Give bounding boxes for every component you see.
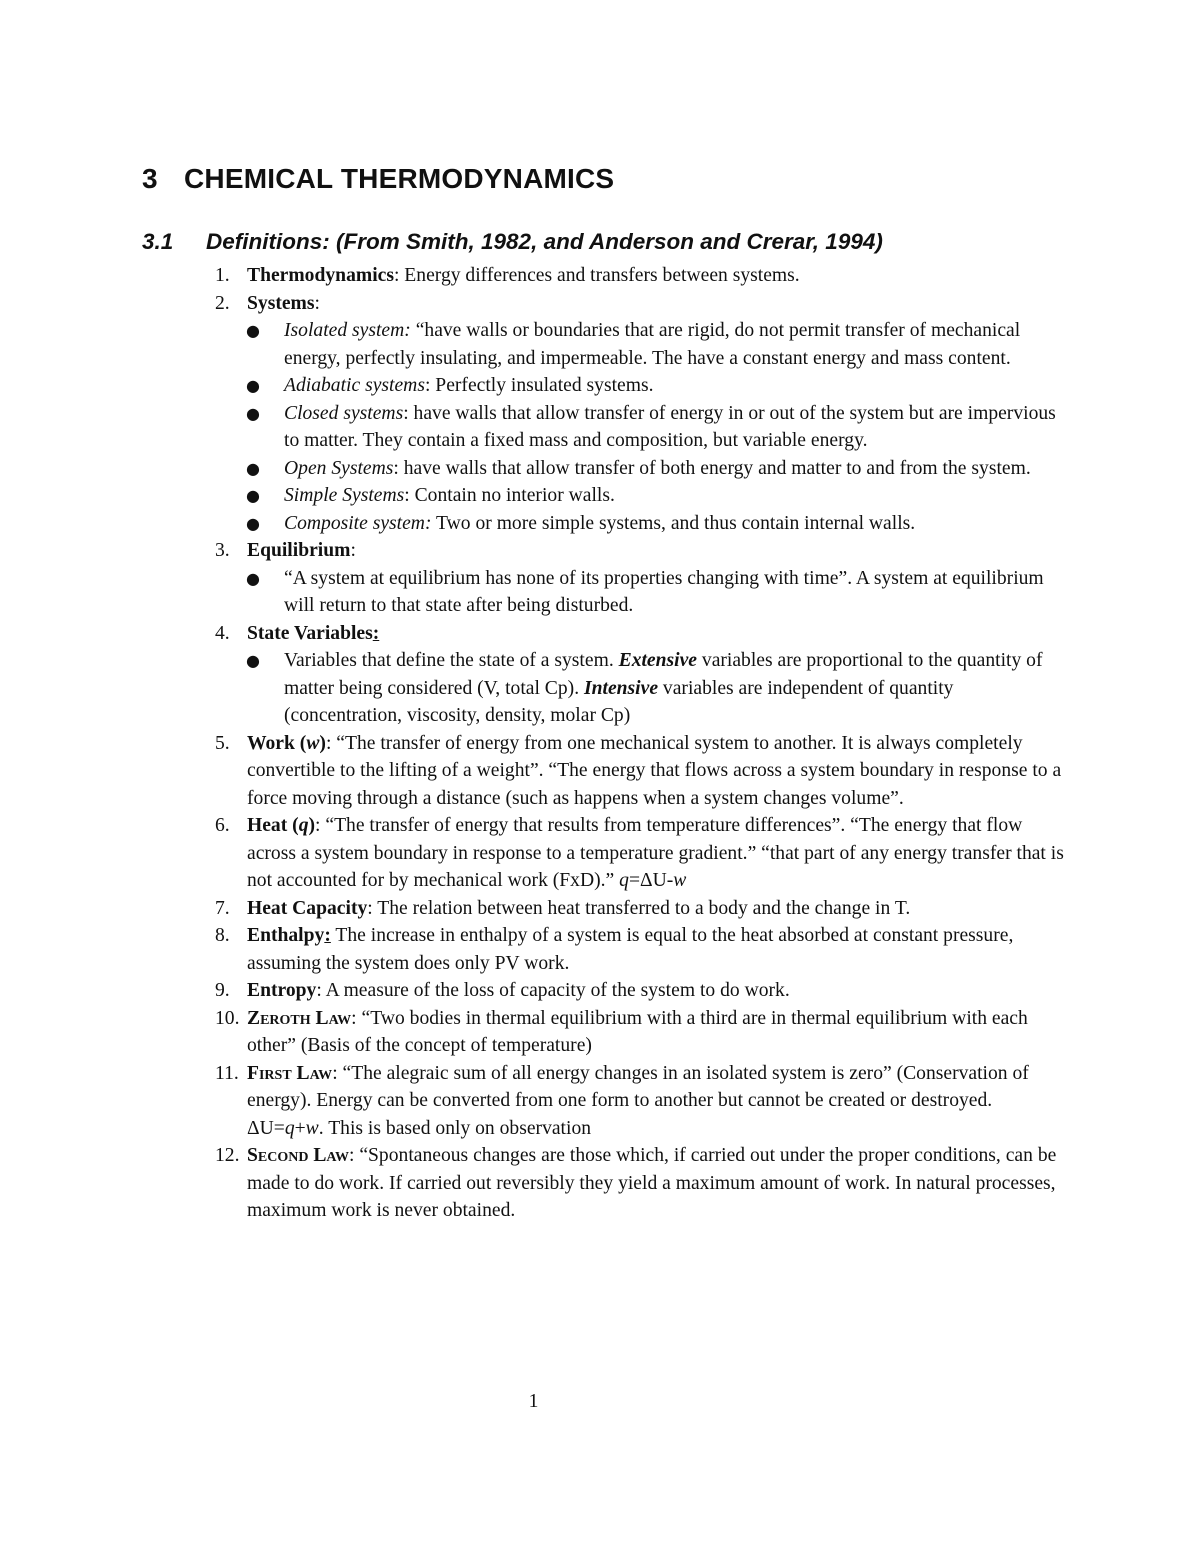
equation-delta-u: ΔU= <box>247 1117 285 1139</box>
sub-item <box>0 372 1064 400</box>
item-number: 2. <box>215 292 230 314</box>
definition-item <box>0 290 1067 318</box>
definition-item <box>0 537 1067 565</box>
item-number: 9. <box>215 980 230 1001</box>
definition-item <box>0 895 1067 923</box>
section-source: (From Smith, 1982, and Anderson and Crerar, 1994) <box>336 229 883 254</box>
item-term: Zeroth Law <box>247 1007 352 1029</box>
item-separator: : <box>393 265 400 286</box>
sub-item-term: Open Systems <box>284 457 394 479</box>
item-number: 8. <box>215 925 230 946</box>
sub-item-term: Isolated system: <box>284 320 411 341</box>
item-text: “Two bodies in thermal equilibrium with a third are in thermal equilibrium with each other” (Basis of the concept of temperature) <box>247 1007 1028 1056</box>
item-separator: : <box>315 815 321 836</box>
definition-item <box>0 977 1067 1005</box>
page-number: 1 <box>528 1391 539 1412</box>
sub-item-term: Composite system: <box>284 512 432 534</box>
item-term-end: ) <box>308 815 316 836</box>
item-term: Systems <box>247 292 315 314</box>
item-number: 6. <box>215 815 230 836</box>
item-number: 3. <box>215 540 230 561</box>
bullet-icon: ● <box>246 376 260 395</box>
item-number: 11. <box>215 1062 239 1084</box>
item-separator: : <box>348 1145 355 1166</box>
item-number: 10. <box>215 1007 240 1029</box>
sub-item <box>0 317 1064 372</box>
section-title <box>142 229 883 255</box>
sub-item-term: Simple Systems <box>284 485 405 506</box>
sub-item-text: : have walls that allow transfer of energy in or out of the system but are impervious to matter. They contain a fixed mass and composition, but variable energy. <box>284 402 1056 451</box>
item-term: Second Law <box>247 1145 349 1166</box>
item-separator: : <box>332 1062 338 1084</box>
bullet-icon: ● <box>246 651 260 670</box>
item-term: Heat Capacity <box>247 897 368 919</box>
sub-item-text: “A system at equilibrium has none of its properties changing with time”. A system at equilibrium will return to that state after being disturbed. <box>284 567 1044 616</box>
item-term: Work ( <box>247 732 307 754</box>
item-symbol: q <box>298 815 309 836</box>
item-number: 12. <box>215 1145 240 1166</box>
item-term-end: ) <box>319 732 326 754</box>
bullet-icon: ● <box>246 321 260 340</box>
sub-item <box>0 565 1064 620</box>
sub-item-term: Adiabatic systems <box>284 375 425 396</box>
item-text: The increase in enthalpy of a system is equal to the heat absorbed at constant pressure, assuming the system does only PV work. <box>247 925 1014 974</box>
sub-item <box>0 400 1064 455</box>
item-text: “The transfer of energy that results from temperature differences”. “The energy that flow across a system boundary in response to a temperature gradient.” “that part of any energy transfer that is not accounted for by mechanical work (FxD).” <box>247 815 1064 891</box>
item-term: Equilibrium <box>247 540 351 561</box>
item-term: Entropy <box>247 980 317 1001</box>
item-separator: : <box>351 1007 357 1029</box>
bullet-icon: ● <box>246 486 260 505</box>
definition-item <box>0 730 1067 813</box>
bullet-icon: ● <box>246 458 260 478</box>
bullet-icon: ● <box>246 568 260 588</box>
sub-item-text: variables are proportional to the quantity of matter being considered (V, total Cp). <box>284 650 1043 699</box>
sub-item <box>0 510 1064 538</box>
sub-item-text: Variables that define the state of a system. <box>284 650 619 671</box>
equation-plus: + <box>294 1117 306 1139</box>
equation-q: q <box>619 870 629 891</box>
item-separator: : <box>372 622 380 644</box>
chapter-number: 3 <box>142 163 158 194</box>
item-text: The relation between heat transferred to a body and the change in T. <box>372 897 911 919</box>
sub-item <box>0 482 1064 510</box>
item-number: 5. <box>215 732 230 754</box>
bullet-icon: ● <box>246 513 260 533</box>
item-term: Thermodynamics <box>247 265 394 286</box>
item-text: “The transfer of energy from one mechanical system to another. It is always completely convertible to the lifting of a weight”. “The energy that flows across a system boundary in response to a force moving through a distance (such as happens when a system changes volume”. <box>247 732 1062 809</box>
sub-item <box>0 647 1064 730</box>
item-term: Heat ( <box>247 815 299 836</box>
section-number: 3.1 <box>142 229 174 254</box>
item-text-end: . This is based only on observation <box>318 1117 592 1139</box>
equation-q: q <box>284 1117 295 1139</box>
definition-item <box>0 922 1067 977</box>
item-text: A measure of the loss of capacity of the system to do work. <box>321 980 790 1001</box>
item-number: 7. <box>215 897 230 919</box>
item-separator: : <box>325 732 332 754</box>
bullet-icon: ● <box>246 403 260 423</box>
definition-item <box>0 262 1067 290</box>
sub-item-term: Closed systems <box>284 402 404 424</box>
item-number: 4. <box>215 622 230 644</box>
section-label: Definitions: <box>206 229 330 254</box>
equation-w: w <box>673 870 687 891</box>
item-text: “Spontaneous changes are those which, if carried out under the proper conditions, can be made to do work. If carried out reversibly they yield a maximum amount of work. In natural processes, maximum work is never obtained. <box>247 1145 1057 1221</box>
item-separator: : <box>314 292 320 314</box>
sub-item-text: variables are independent of quantity (concentration, viscosity, density, molar Cp) <box>284 677 954 726</box>
item-term: Enthalpy <box>247 925 325 946</box>
definition-item <box>0 1060 1067 1143</box>
definitions-list <box>0 262 1200 1225</box>
item-text: Energy differences and transfers between systems. <box>399 265 800 286</box>
item-number: 1. <box>215 265 230 286</box>
item-term: State Variables <box>247 622 373 644</box>
item-separator: : <box>324 925 331 946</box>
item-separator: : <box>350 540 356 561</box>
emphasis-intensive: Intensive <box>584 677 659 699</box>
definition-item <box>0 812 1067 895</box>
sub-item-text: : have walls that allow transfer of both energy and matter to and from the system. <box>393 457 1031 479</box>
sub-item-text: Two or more simple systems, and thus contain internal walls. <box>431 512 916 534</box>
sub-item-text: : Contain no interior walls. <box>404 485 615 506</box>
chapter-title <box>142 163 614 195</box>
sub-item-text: “have walls or boundaries that are rigid, do not permit transfer of mechanical energy, perfectly insulating, and impermeable. The have a constant energy and mass content. <box>284 320 1021 369</box>
definition-item <box>0 1005 1067 1060</box>
emphasis-extensive: Extensive <box>618 650 697 671</box>
item-symbol: w <box>306 732 320 754</box>
item-separator: : <box>367 897 373 919</box>
sub-item <box>0 455 1064 483</box>
item-text: “The alegraic sum of all energy changes in an isolated system is zero” (Conservation of energy). Energy can be converted from one form to another but cannot be created or destroyed. <box>247 1062 1029 1111</box>
sub-item-text: : Perfectly insulated systems. <box>424 375 654 396</box>
item-term: First Law <box>247 1062 333 1084</box>
definition-item <box>0 620 1067 648</box>
equation-w: w <box>305 1117 319 1139</box>
equation-mid: =ΔU- <box>628 870 674 891</box>
chapter-title-text: CHEMICAL THERMODYNAMICS <box>184 163 615 194</box>
item-separator: : <box>316 980 322 1001</box>
definition-item <box>0 1142 1067 1225</box>
